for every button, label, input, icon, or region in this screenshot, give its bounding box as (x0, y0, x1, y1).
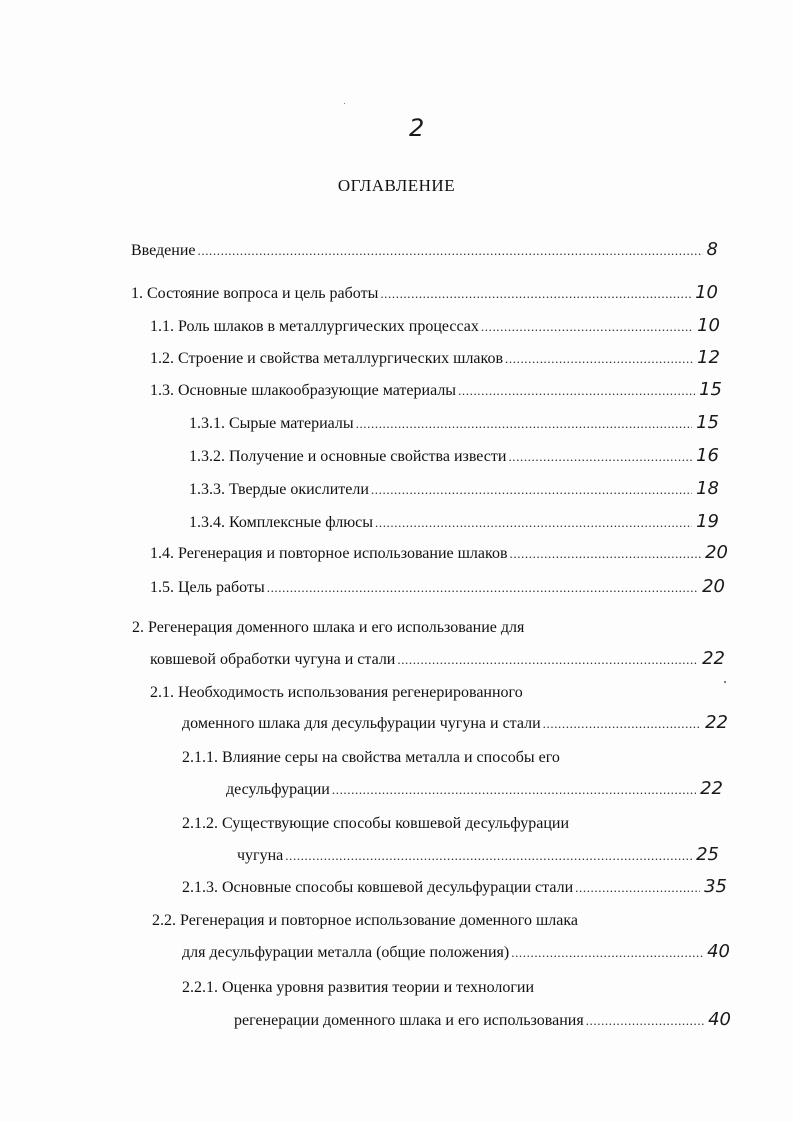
leader-dots (380, 284, 691, 304)
toc-entry-section-2-line1[interactable]: 2. Регенерация доменного шлака и его использование для (132, 619, 525, 636)
scan-speck (344, 103, 345, 104)
leader-dots (356, 414, 692, 434)
leader-dots (371, 480, 692, 500)
toc-entry-section-2-1-line1[interactable]: 2.1. Необходимость использования регенерированного (150, 684, 523, 701)
toc-entry-text: регенерации доменного шлака и его использования (234, 1012, 584, 1029)
toc-page-number: 10 (695, 282, 718, 303)
toc-entry-text: 1.3.2. Получение и основные свойства извести (189, 448, 507, 465)
page-number: 2 (409, 114, 425, 142)
toc-page-number: 20 (702, 576, 725, 597)
toc-entry-text: для десульфурации металла (общие положения) (182, 944, 510, 961)
toc-entry-section-1-2[interactable] (150, 348, 720, 369)
toc-entry-section-2-1-3[interactable] (182, 877, 727, 898)
toc-entry-section-2[interactable] (150, 649, 725, 670)
toc-page-number: 16 (696, 445, 719, 466)
toc-page-number: 15 (696, 412, 719, 433)
toc-page-number: 25 (696, 844, 719, 865)
toc-entry-text: 1.3.3. Твердые окислители (189, 481, 369, 498)
toc-entry-text: 1.5. Цель работы (150, 579, 265, 596)
toc-entry-section-2-2-line1[interactable]: 2.2. Регенерация и повторное использование доменного шлака (152, 912, 578, 929)
toc-entry-text: 1.3.1. Сырые материалы (189, 415, 354, 432)
toc-entry-text: десульфурации (226, 781, 330, 798)
leader-dots (332, 780, 696, 800)
toc-page-number: 18 (696, 478, 719, 499)
toc-entry-section-1-3-2[interactable] (189, 446, 719, 467)
toc-entry-text: 1. Состояние вопроса и цель работы (131, 285, 379, 302)
toc-entry-section-2-2-1-line1[interactable]: 2.2.1. Оценка уровня развития теории и технологии (182, 979, 535, 996)
leader-dots (267, 578, 698, 598)
toc-page-number: 8 (706, 239, 718, 260)
toc-page-number: 10 (697, 315, 720, 336)
leader-dots (198, 241, 703, 261)
toc-page-number: 22 (702, 648, 725, 669)
toc-entry-section-2-1[interactable] (182, 713, 728, 734)
toc-page-number: 35 (704, 876, 727, 897)
toc-entry-text: 1.1. Роль шлаков в металлургических процессах (150, 318, 479, 335)
page-title: ОГЛАВЛЕНИЕ (337, 176, 456, 195)
leader-dots (543, 714, 701, 734)
leader-dots (481, 317, 693, 337)
toc-entry-section-2-1-2-line1[interactable]: 2.1.2. Существующие способы ковшевой десульфурации (182, 815, 569, 832)
toc-entry-text: 2.1.3. Основные способы ковшевой десульфурации стали (182, 879, 574, 896)
toc-page-number: 40 (707, 941, 730, 962)
toc-entry-text: доменного шлака для десульфурации чугуна и стали (182, 715, 541, 732)
toc-page-number: 40 (708, 1009, 731, 1030)
toc-entry-section-2-1-1[interactable] (226, 779, 723, 800)
toc-entry-section-1-1[interactable] (150, 316, 720, 337)
toc-entry-text: чугуна (237, 847, 284, 864)
leader-dots (505, 349, 693, 369)
toc-entry-section-1-4[interactable] (150, 543, 728, 564)
leader-dots (397, 650, 698, 670)
toc-entry-section-1-3-1[interactable] (189, 413, 719, 434)
leader-dots (375, 513, 692, 533)
toc-page-number: 22 (700, 778, 723, 799)
toc-entry-section-2-2[interactable] (182, 942, 730, 963)
toc-entry-intro[interactable] (131, 240, 718, 261)
leader-dots (508, 447, 692, 467)
toc-entry-section-1-5[interactable] (150, 577, 725, 598)
toc-page-number: 20 (705, 542, 728, 563)
leader-dots (510, 544, 702, 564)
scan-speck (724, 681, 726, 683)
toc-entry-text: Введение (131, 242, 196, 259)
toc-entry-section-1-3[interactable] (150, 380, 722, 401)
toc-entry-section-1[interactable] (131, 283, 718, 304)
leader-dots (285, 846, 692, 866)
leader-dots (458, 381, 695, 401)
toc-page-number: 12 (697, 347, 720, 368)
toc-entry-section-2-1-1-line1[interactable]: 2.1.1. Влияние серы на свойства металла и способы его (182, 749, 560, 766)
toc-entry-section-2-1-2[interactable] (237, 845, 719, 866)
toc-entry-section-2-2-1[interactable] (234, 1010, 731, 1031)
toc-page-number: 19 (696, 511, 719, 532)
toc-entry-text: 1.2. Строение и свойства металлургических шлаков (150, 350, 504, 367)
toc-entry-text: 1.3. Основные шлакообразующие материалы (150, 382, 457, 399)
toc-page-number: 22 (705, 712, 728, 733)
toc-entry-section-1-3-4[interactable] (189, 512, 719, 533)
leader-dots (575, 878, 700, 898)
toc-entry-text: ковшевой обработки чугуна и стали (150, 651, 396, 668)
toc-page-number: 15 (699, 379, 722, 400)
toc-entry-text: 1.4. Регенерация и повторное использование шлаков (150, 545, 508, 562)
leader-dots (586, 1011, 704, 1031)
toc-entry-section-1-3-3[interactable] (189, 479, 719, 500)
toc-entry-text: 1.3.4. Комплексные флюсы (189, 514, 373, 531)
leader-dots (511, 943, 703, 963)
